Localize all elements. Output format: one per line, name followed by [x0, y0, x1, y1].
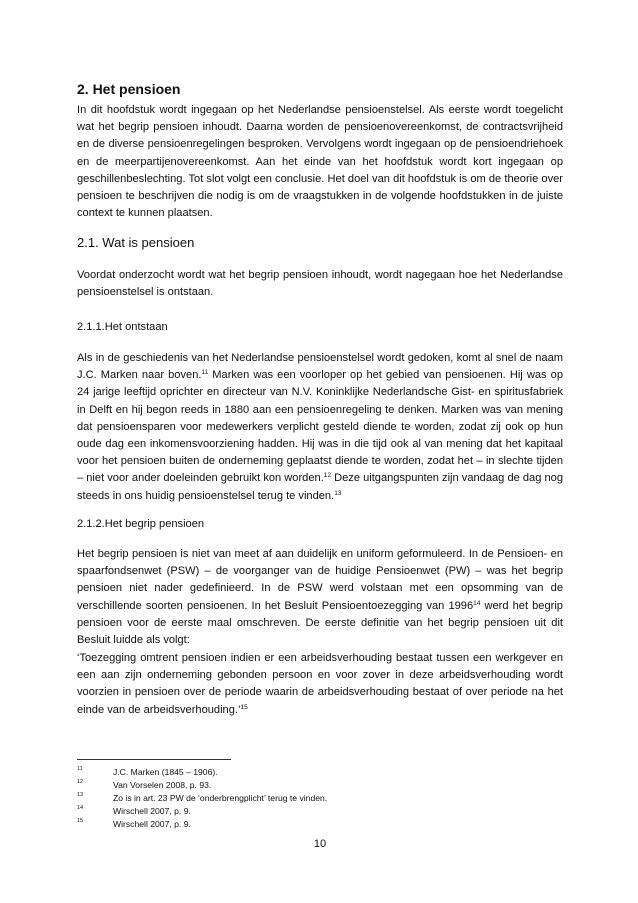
- footnote-number: 11: [77, 766, 83, 772]
- section-2-1-2-paragraph: [77, 546, 563, 649]
- page-number: 10: [313, 838, 327, 850]
- definition-quote: [77, 650, 563, 719]
- footnote-text: Van Vorselen 2008, p. 93.: [113, 780, 212, 790]
- section-heading-2-1-2: 2.1.2.Het begrip pensioen: [77, 518, 205, 530]
- footnote-ref[interactable]: 12: [323, 472, 331, 480]
- paragraph-text: Deze uitgangspunten zijn vandaag de dag nog steeds in ons huidig pensioenstelsel terug te vinden.: [77, 472, 563, 502]
- section-heading-2-1-1: 2.1.1.Het ontstaan: [77, 321, 168, 333]
- footnote-text: J.C. Marken (1845 – 1906).: [113, 767, 218, 777]
- footnote-divider: [77, 759, 231, 760]
- footnote-number: 14: [77, 805, 84, 811]
- paragraph-text: Het begrip pensioen is niet van meet af aan duidelijk en uniform geformuleerd. In de Pensioen- en spaarfondsenwet (PSW) – de voorganger van de huidige Pensioenwet (PW) – was het begrip pensioen niet nader gedefinieerd. In de PSW werd volstaan met een opsomming van de verschillende soorten pensioenen. In het Besluit Pensioentoezegging van 1996: [77, 548, 563, 612]
- footnote-ref[interactable]: 15: [240, 703, 248, 711]
- footnote-ref[interactable]: 11: [201, 369, 209, 377]
- section-2-1-paragraph: Voordat onderzocht wordt wat het begrip pensioen inhoudt, wordt nagegaan hoe het Nederlandse pensioenstelsel is ontstaan.: [77, 269, 563, 299]
- intro-paragraph: In dit hoofdstuk wordt ingegaan op het Nederlandse pensioenstelsel. Als eerste wordt toegelicht wat het begrip pensioen inhoudt. Daarna worden de pensioenovereenkomst, de contractsvrijheid en de diverse pensioenregelingen besproken. Vervolgens wordt ingegaan op de pensioendriehoek en de meerpartijenovereenkomst. Aan het einde van het hoofdstuk wordt kort ingegaan op geschillenbeslechting. Tot slot volgt een conclusie. Het doel van dit hoofdstuk is om de theorie over pensioen te beschrijven die nodig is om de vraagstukken in de volgende hoofdstukken in de juiste context te kunnen plaatsen.: [77, 104, 563, 220]
- footnote: [77, 779, 563, 791]
- paragraph-text: Marken was een voorloper op het gebied van pensioenen. Hij was op 24 jarige leeftijd oprichter en directeur van N.V. Koninklijke Nederlandsche Gist- en spiritusfabriek in Delft en hij begon reeds in 1880 aan een pensioenregeling te denken. Marken was van mening dat pensioensparen voor medewerkers verplicht gesteld diende te worden, zodat zij ook op hun oude dag een inkomensvoorziening hadden. Hij was in die tijd ook al van mening dat het kapitaal voor het pensioen buiten de onderneming geplaatst diende te worden, zodat het – in slechte tijden – niet voor ander doeleinden gebruikt kon worden.: [77, 369, 563, 485]
- footnote: [77, 805, 563, 817]
- section-2-1-1-paragraph: [77, 350, 563, 505]
- footnote: [77, 792, 563, 804]
- quote-text: ‘Toezegging omtrent pensioen indien er een arbeidsverhouding bestaat tussen een werkgever en een aan zijn onderneming gebonden persoon en voor zover in deze arbeidsverhouding wordt voorzien in pensioen over de periode waarin de arbeidsverhouding bestaat of over periode na het einde van de arbeidsverhouding.’: [77, 652, 563, 716]
- paragraph-text: Als in de geschiedenis van het Nederlandse pensioenstelsel wordt gedoken, komt al snel de naam J.C. Marken naar boven.: [77, 352, 563, 382]
- footnote-number: 15: [77, 818, 84, 824]
- footnote-text: Wirschell 2007, p. 9.: [113, 819, 191, 829]
- chapter-title: 2. Het pensioen: [77, 81, 181, 97]
- footnote-ref[interactable]: 13: [334, 489, 342, 497]
- footnote: [77, 766, 563, 778]
- footnote: [77, 818, 563, 830]
- section-heading-2-1: 2.1. Wat is pensioen: [77, 235, 195, 250]
- footnote-ref[interactable]: 14: [473, 599, 481, 607]
- footnote-number: 13: [77, 792, 84, 798]
- footnote-text: Wirschell 2007, p. 9.: [113, 806, 191, 816]
- footnote-text: Zo is in art. 23 PW de ‘onderbrengplicht’ terug te vinden.: [113, 793, 328, 803]
- footnote-number: 12: [77, 779, 84, 785]
- paragraph-text: werd het begrip pensioen voor de eerste maal omschreven. De eerste definitie van het begrip pensioen uit dit Besluit luidde als volgt:: [77, 599, 563, 647]
